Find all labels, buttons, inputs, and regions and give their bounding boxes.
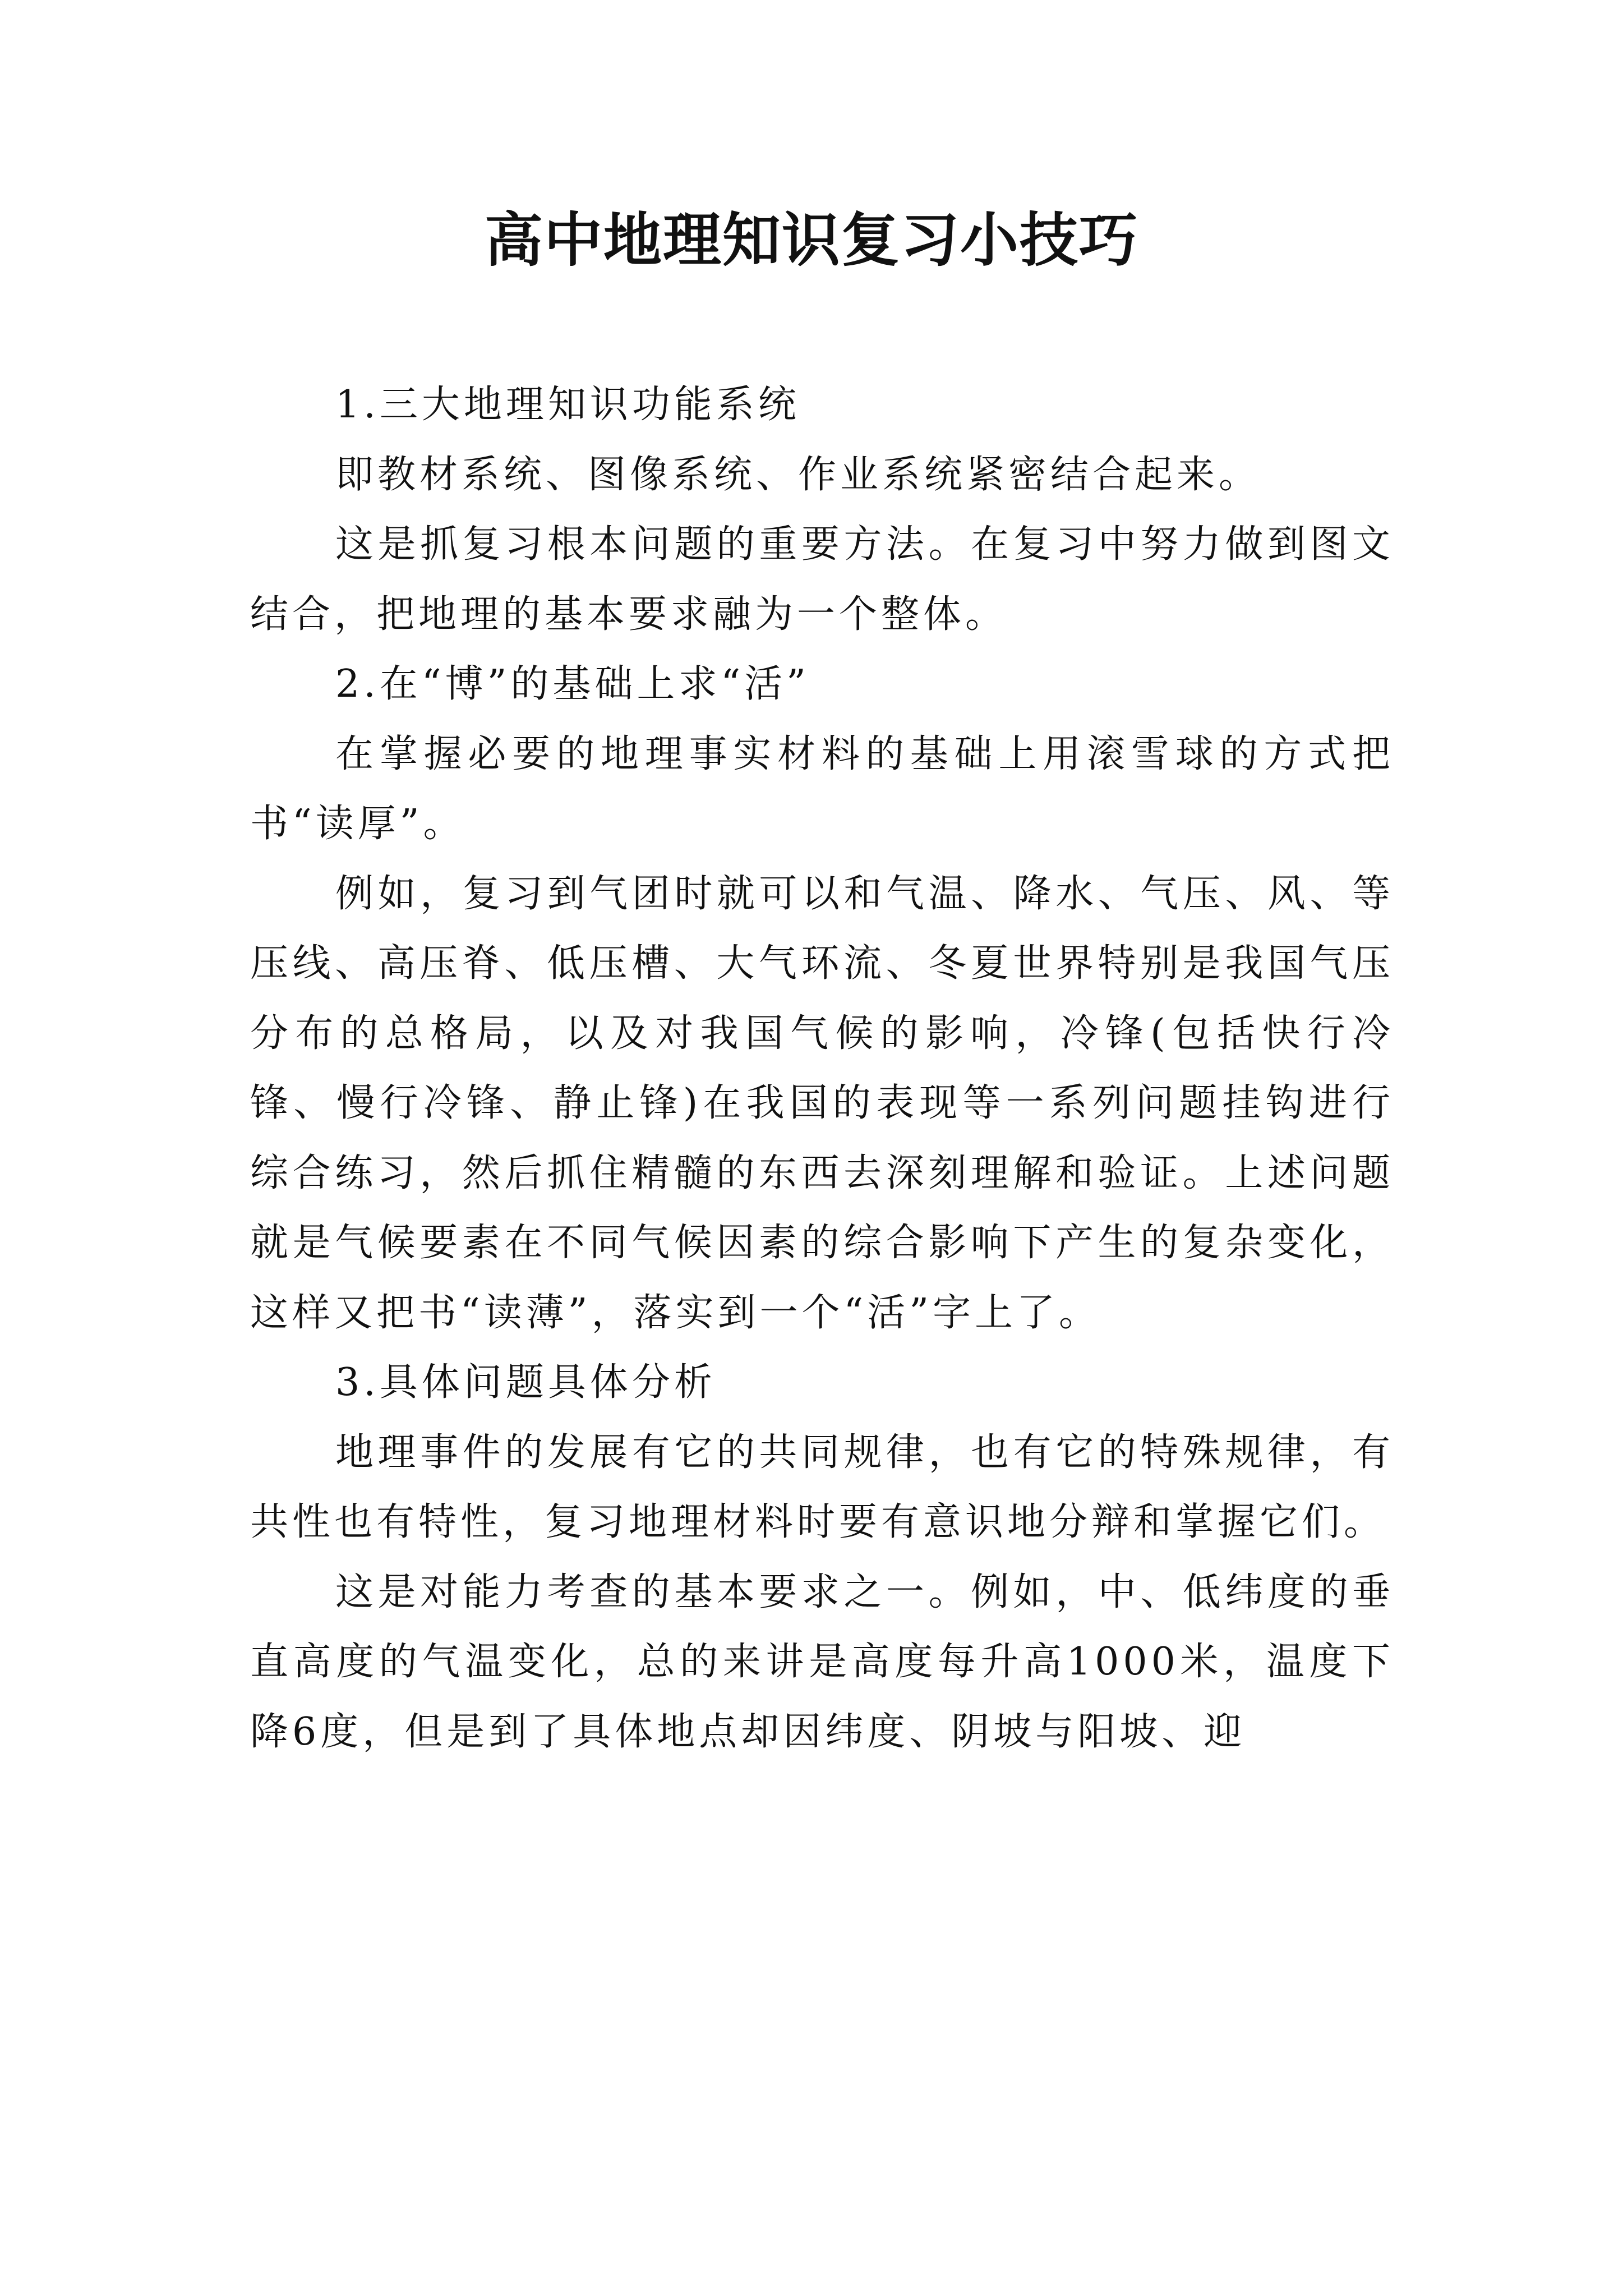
paragraph-review-method: 这是抓复习根本问题的重要方法。在复习中努力做到图文结合，把地理的基本要求融为一个整体。	[250, 522, 1394, 637]
paragraph-systems-combined: 即教材系统、图像系统、作业系统紧密结合起来。	[335, 452, 1261, 497]
document-title: 高中地理知识复习小技巧	[484, 205, 1138, 274]
heading-1-three-systems: 1.三大地理知识功能系统	[335, 383, 800, 427]
paragraph-temperature-example: 这是对能力考查的基本要求之一。例如，中、低纬度的垂直高度的气温变化，总的来讲是高度每升高1000米，温度下降6度，但是到了具体地点却因纬度、阴坡与阳坡、迎	[250, 1570, 1394, 1754]
paragraph-read-thick: 在掌握必要的地理事实材料的基础上用滚雪球的方式把书“读厚”。	[250, 731, 1394, 846]
paragraph-air-mass-example: 例如，复习到气团时就可以和气温、降水、气压、风、等压线、高压脊、低压槽、大气环流、冬夏世界特别是我国气压分布的总格局，以及对我国气候的影响，冷锋(包括快行冷锋、慢行冷锋、静止锋)在我国的表现等一系列问题挂钩进行综合练习，然后抓住精髓的东西去深刻理解和验证。上述问题就是气候要素在不同气候因素的综合影响下产生的复杂变化，这样又把书“读薄”，落实到一个“活”字上了。	[250, 871, 1394, 1335]
document-body	[250, 370, 1394, 1767]
paragraph-common-special-rules: 地理事件的发展有它的共同规律，也有它的特殊规律，有共性也有特性，复习地理材料时要有意识地分辩和掌握它们。	[250, 1430, 1394, 1544]
heading-2-bo-huo: 2.在“博”的基础上求“活”	[335, 662, 810, 706]
heading-3-specific-analysis: 3.具体问题具体分析	[335, 1360, 716, 1405]
